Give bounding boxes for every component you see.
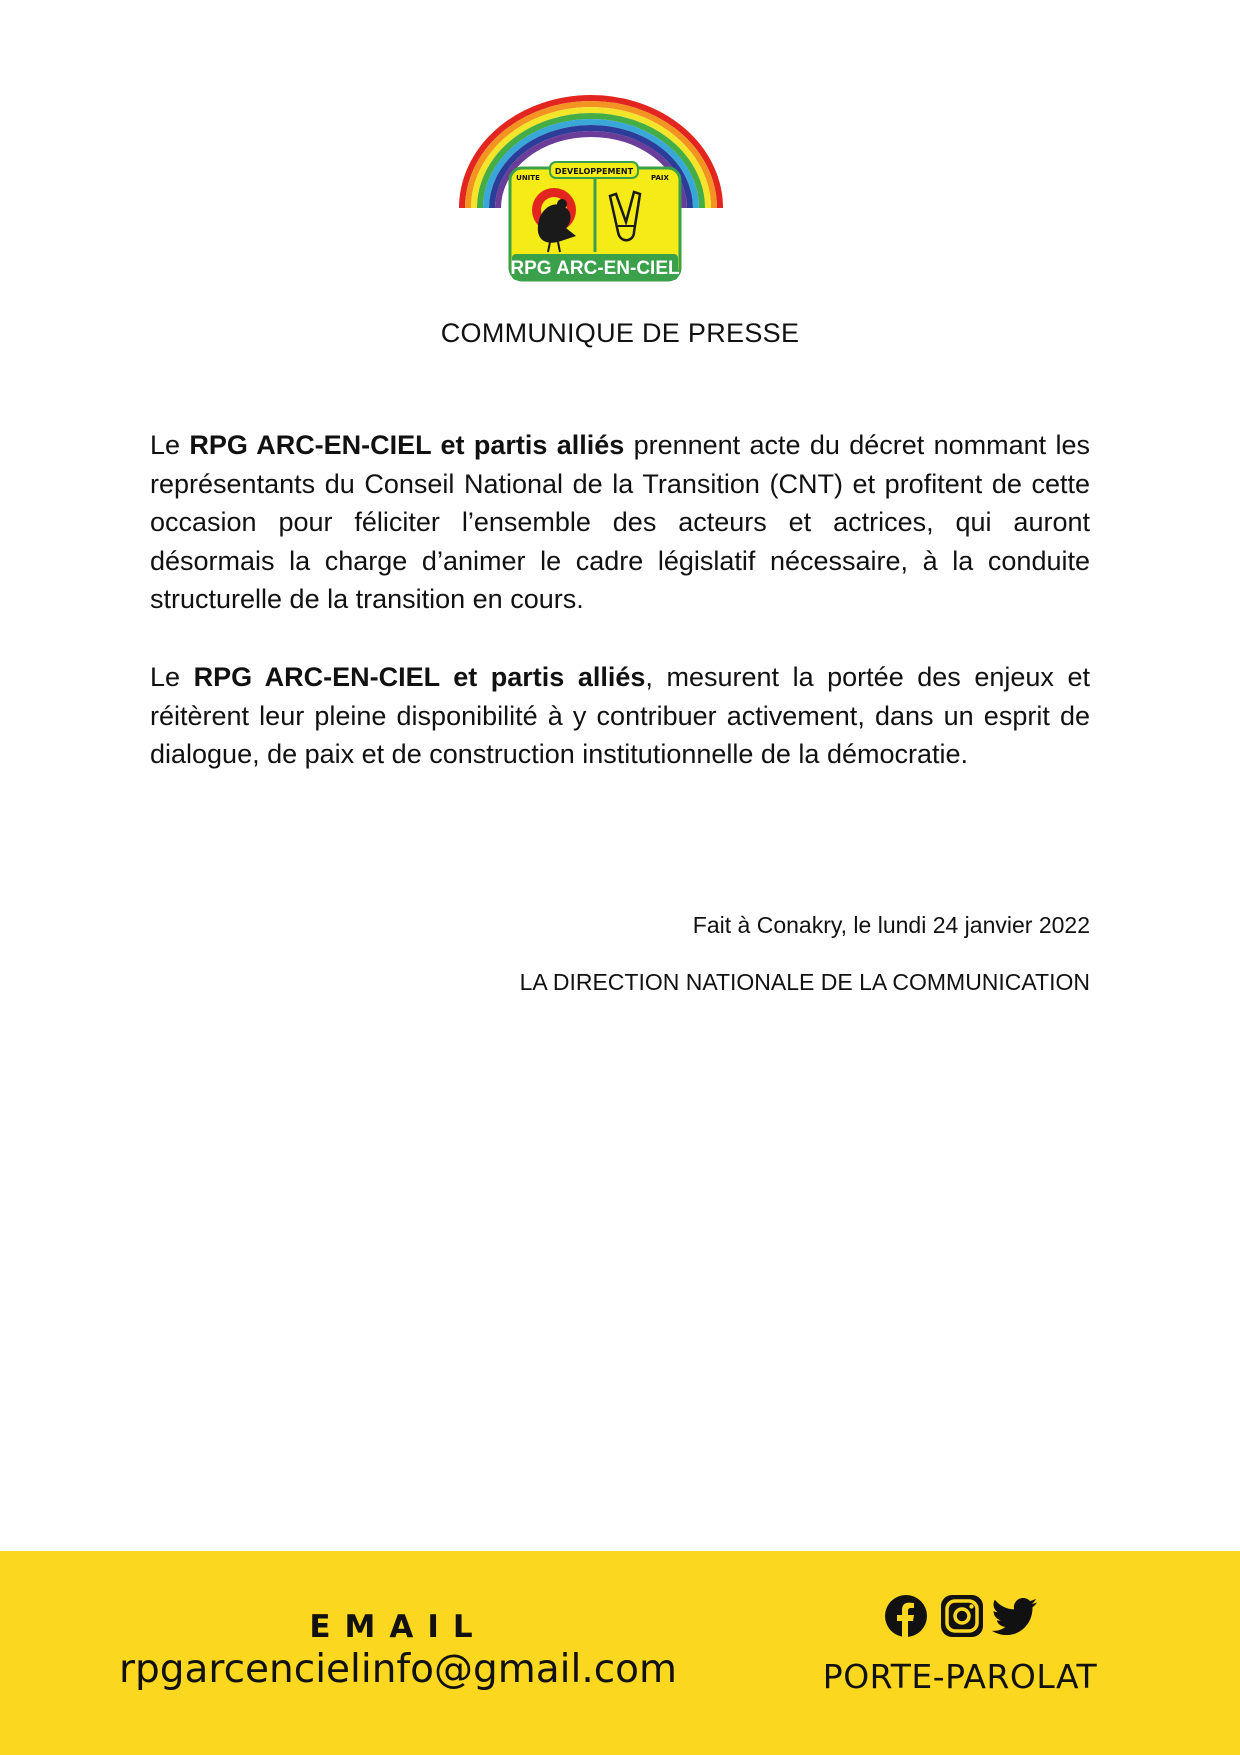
paragraph-text: prennent acte du décret nommant les représentants du Conseil National de la Transition (CNT) et profitent de cette occasion pour féliciter l’ensemble des acteurs et actrices, qui auront désormais la charge d’animer le cadre législatif nécessaire, à la conduite structurelle de la transition en cours. (150, 430, 1090, 615)
email-address[interactable]: rpgarcencielinfo@gmail.com (118, 1647, 678, 1692)
instagram-icon[interactable] (940, 1594, 984, 1638)
svg-text:DEVELOPPEMENT: DEVELOPPEMENT (554, 167, 634, 176)
footer (0, 1551, 1240, 1755)
party-name: RPG ARC-EN-CIEL et partis alliés (189, 430, 625, 460)
party-name: RPG ARC-EN-CIEL et partis alliés (193, 662, 646, 692)
signature-place-date: Fait à Conakry, le lundi 24 janvier 2022 (692, 912, 1090, 938)
paragraph-1 (150, 426, 1090, 619)
signature-department: LA DIRECTION NATIONALE DE LA COMMUNICATION (519, 969, 1090, 995)
twitter-icon[interactable] (992, 1598, 1038, 1636)
paragraph-lead: Le (150, 662, 194, 692)
email-label: EMAIL (309, 1609, 487, 1645)
rpg-arc-en-ciel-logo (458, 92, 724, 292)
paragraph-2 (150, 658, 1090, 774)
social-icons (880, 1594, 1040, 1642)
paragraph-text: , mesurent la portée des enjeux et réitèrent leur pleine disponibilité à y contribuer activement, dans un esprit de dialogue, de paix et de construction institutionnelle de la démocratie. (150, 662, 1090, 770)
svg-text:PAIX: PAIX (651, 174, 669, 182)
page-title: COMMUNIQUE DE PRESSE (440, 318, 800, 348)
svg-text:RPG ARC-EN-CIEL: RPG ARC-EN-CIEL (510, 258, 680, 279)
paragraph-lead: Le (150, 430, 190, 460)
porte-parolat-label: PORTE-PAROLAT (822, 1657, 1098, 1696)
facebook-icon[interactable] (884, 1594, 928, 1638)
svg-text:UNITE: UNITE (516, 174, 540, 182)
